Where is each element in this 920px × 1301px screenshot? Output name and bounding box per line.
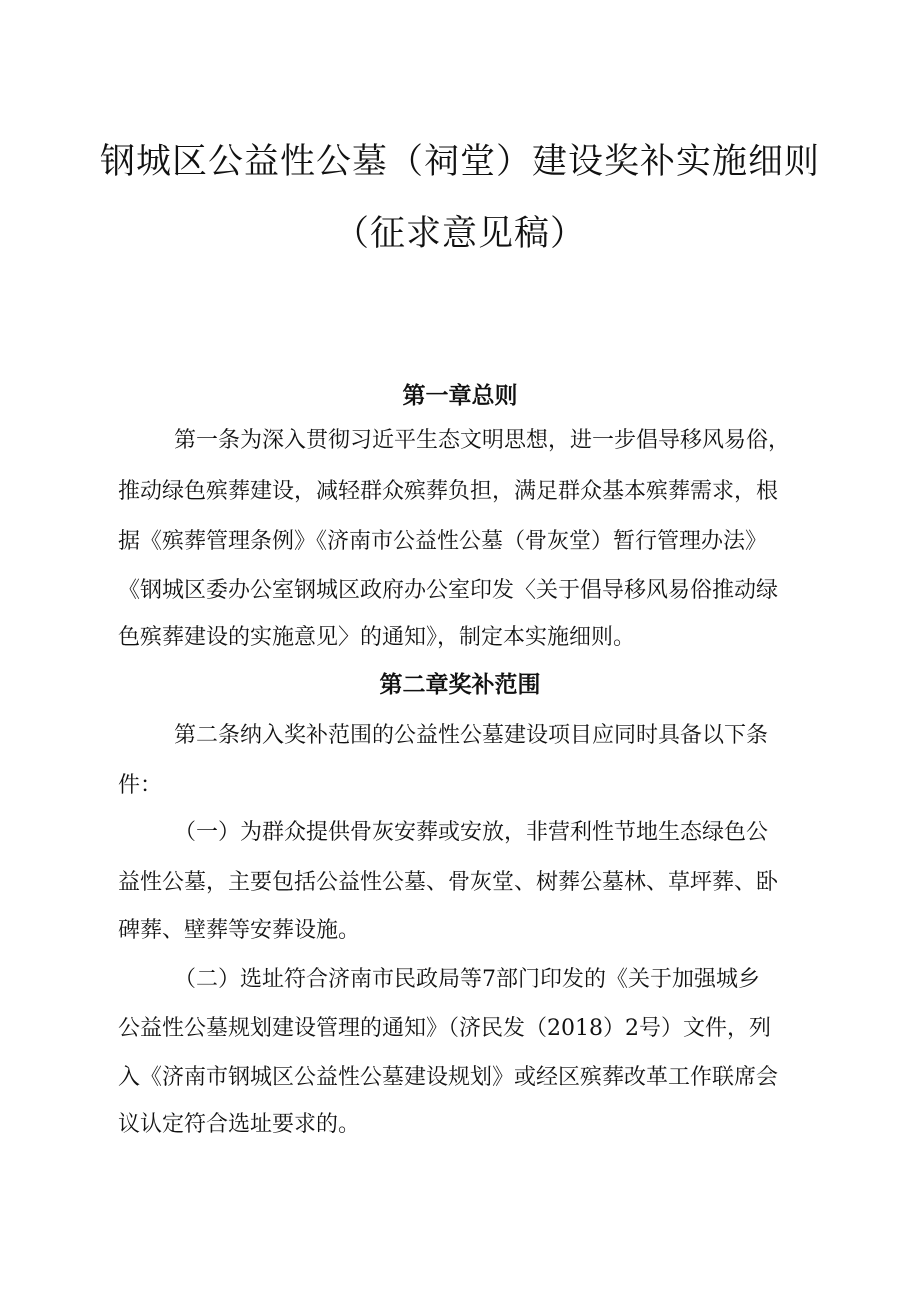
paragraph-line: （一）为群众提供骨灰安葬或安放，非营利性节地生态绿色公 <box>174 820 769 845</box>
paragraph-line: 《钢城区委办公室钢城区政府办公室印发〈关于倡导移风易俗推动绿 <box>118 578 779 603</box>
document-title: 钢城区公益性公墓（祠堂）建设奖补实施细则 <box>99 142 820 182</box>
paragraph-line: 第一条为深入贯彻习近平生态文明思想，进一步倡导移风易俗， <box>174 428 791 453</box>
document-subtitle: （征求意见稿） <box>333 214 586 254</box>
paragraph-line: 色殡葬建设的实施意见〉的通知》，制定本实施细则。 <box>118 625 636 650</box>
paragraph-line: 第二条纳入奖补范围的公益性公墓建设项目应同时具备以下条 <box>174 723 769 748</box>
chapter-1-heading: 第一章总则 <box>402 383 518 409</box>
paragraph-line: 据《殡葬管理条例》《济南市公益性公墓（骨灰堂）暂行管理办法》 <box>118 529 768 554</box>
paragraph-line: 推动绿色殡葬建设，减轻群众殡葬负担，满足群众基本殡葬需求，根 <box>118 479 779 504</box>
chapter-2-heading: 第二章奖补范围 <box>379 672 541 698</box>
paragraph-line: 件： <box>118 773 163 798</box>
paragraph-line: 碑葬、壁葬等安葬设施。 <box>118 918 361 943</box>
paragraph-line: 公益性公墓规划建设管理的通知》（济民发（2018）2号）文件，列 <box>118 1016 771 1041</box>
paragraph-line: 益性公墓，主要包括公益性公墓、骨灰堂、树葬公墓林、草坪葬、卧 <box>118 870 779 895</box>
paragraph-line: 入《济南市钢城区公益性公墓建设规划》或经区殡葬改革工作联席会 <box>118 1065 779 1090</box>
paragraph-line: 议认定符合选址要求的。 <box>118 1112 361 1137</box>
paragraph-line: （二）选址符合济南市民政局等7部门印发的《关于加强城乡 <box>174 967 760 992</box>
